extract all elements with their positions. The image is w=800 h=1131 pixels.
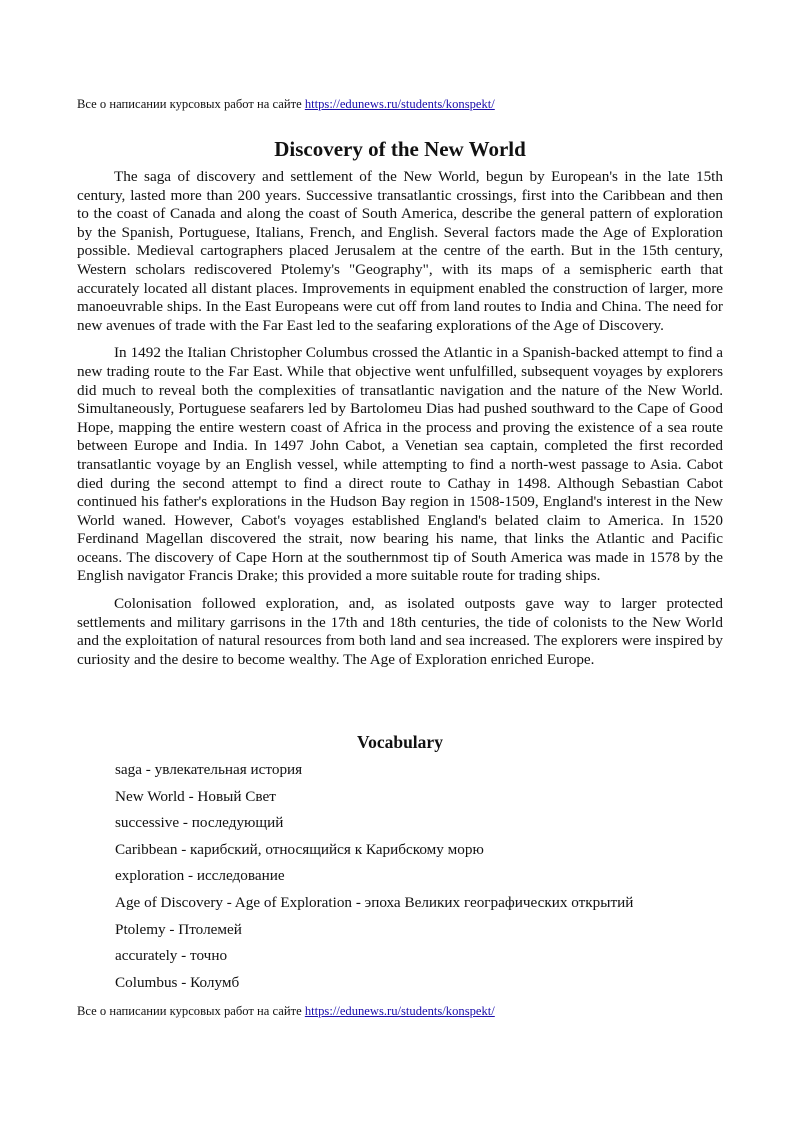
vocabulary-item: New World - Новый Свет bbox=[115, 787, 276, 805]
paragraph-3: Colonisation followed exploration, and, as isolated outposts gave way to larger protected settlements and military garrisons in the 17th and 18th centuries, the tide of colonists to the New World and the exploitation of natural resources from both land and sea increased. The explorers were inspired by curiosity and the desire to become wealthy. The Age of Exploration enriched Europe. bbox=[77, 595, 723, 668]
vocabulary-item: saga - увлекательная история bbox=[115, 761, 303, 778]
article-title: Discovery of the New World bbox=[274, 137, 526, 161]
article-body bbox=[77, 168, 723, 678]
vocabulary-list bbox=[115, 761, 633, 1000]
page-header bbox=[77, 96, 495, 112]
vocabulary-item: Caribbean - карибский, относящийся к Карибскому морю bbox=[115, 840, 484, 858]
vocabulary-item: successive - последующий bbox=[115, 814, 284, 832]
footer-text: Все о написании курсовых работ на сайте bbox=[77, 1004, 305, 1018]
paragraph-1: The saga of discovery and settlement of the New World, begun by European's in the late 15th century, lasted more than 200 years. Successive transatlantic crossings, first into the Caribbean and then to the coast of Canada and along the coast of South America, describe the general pattern of exploration by the Spanish, Portuguese, Italians, French, and English. Several factors made the Age of Exploration possible. Medieval cartographers placed Jerusalem at the centre of the earth. But in the 15th century, Western scholars rediscovered Ptolemy's "Geography", with its maps of a semispheric earth that accurately located all distant places. Improvements in equipment enabled the construction of larger, more manoeuvrable ships. In the East Europeans were cut off from land routes to India and China. The need for new avenues of trade with the Far East led to the seafaring explorations of the Age of Discovery. bbox=[77, 168, 723, 334]
page-footer bbox=[77, 1003, 495, 1019]
vocabulary-item: Ptolemy - Птолемей bbox=[115, 920, 242, 938]
paragraph-2: In 1492 the Italian Christopher Columbus crossed the Atlantic in a Spanish-backed attempt to find a new trading route to the Far East. While that objective went unfulfilled, subsequent voyages by explorers did much to reveal both the complexities of transatlantic navigation and the nature of the New World. Simultaneously, Portuguese seafarers led by Bartolomeu Dias had pushed southward to the Cape of Good Hope, mapping the entire western coast of Africa in the process and proving the existence of a sea route between Europe and India. In 1497 John Cabot, a Venetian sea captain, completed the first recorded transatlantic voyage by an English vessel, while attempting to find a north-west passage to Asia. Cabot died during the second attempt to find a direct route to Cathay in 1498. Although Sebastian Cabot continued his father's explorations in the Hudson Bay region in 1508-1509, England's interest in the New World waned. However, Cabot's voyages established England's belated claim to America. In 1520 Ferdinand Magellan discovered the strait, now bearing his name, that links the Atlantic and Pacific oceans. The discovery of Cape Horn at the southernmost tip of South America was made in 1578 by the English navigator Francis Drake; this provided a more suitable route for trading ships. bbox=[77, 344, 723, 585]
vocabulary-item: Age of Discovery - Age of Exploration - эпоха Великих географических открытий bbox=[115, 893, 634, 911]
vocabulary-item: exploration - исследование bbox=[115, 867, 285, 885]
vocabulary-item: Columbus - Колумб bbox=[115, 973, 240, 991]
header-link[interactable]: https://edunews.ru/students/konspekt/ bbox=[304, 97, 495, 111]
footer-link[interactable]: https://edunews.ru/students/konspekt/ bbox=[304, 1004, 495, 1018]
vocabulary-item: accurately - точно bbox=[115, 947, 228, 965]
header-text: Все о написании курсовых работ на сайте bbox=[77, 97, 305, 111]
vocabulary-title: Vocabulary bbox=[357, 732, 443, 752]
